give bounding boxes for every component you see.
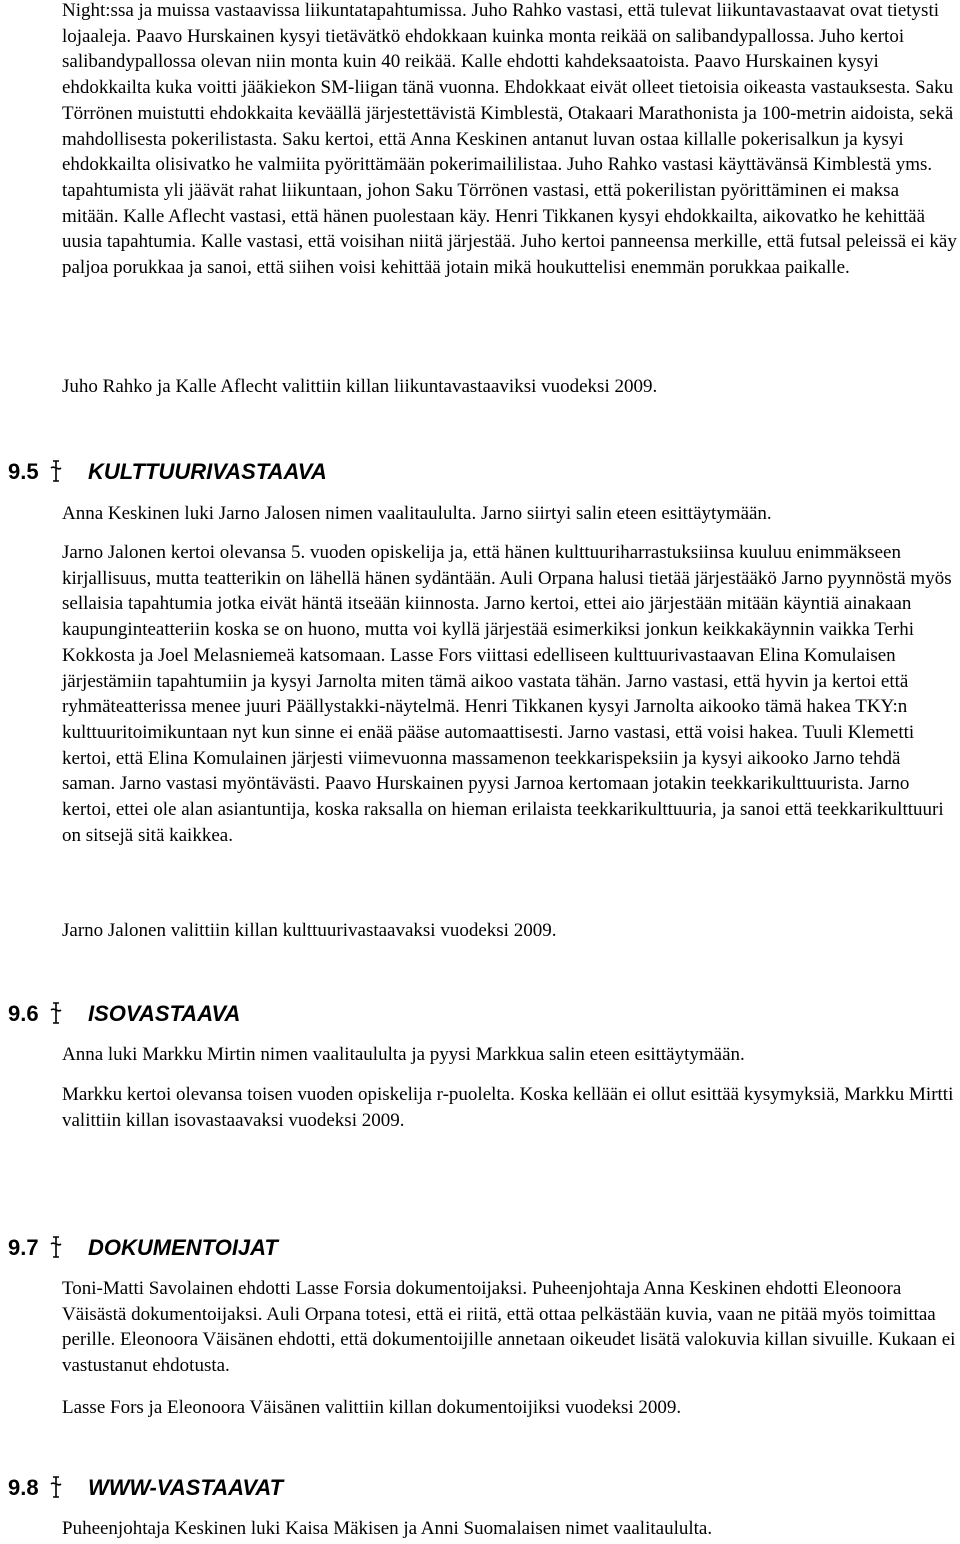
section-9-6 <box>8 998 958 1131</box>
section-paragraph: Markku kertoi olevansa toisen vuoden opiskelija r-puolelta. Koska kellään ei ollut esittää kysymyksiä, Markku Mirtti valittiin killan isovastaavaksi vuodeksi 2009. <box>62 1084 954 1131</box>
section-heading <box>8 1232 958 1264</box>
section-number: 9.5 <box>8 459 39 484</box>
section-decision: Jarno Jalonen valittiin killan kulttuurivastaavaksi vuodeksi 2009. <box>62 920 557 941</box>
section-heading <box>8 456 958 488</box>
section-paragraph: Puheenjohtaja Keskinen luki Kaisa Mäkisen ja Anni Suomalaisen nimet vaalitaululta. <box>62 1518 713 1539</box>
section-mark-icon <box>50 1236 62 1258</box>
section-paragraph: Toni-Matti Savolainen ehdotti Lasse Forsia dokumentoijaksi. Puheenjohtaja Anna Keskinen ehdotti Eleonoora Väisästä dokumentoijaksi. Auli Orpana totesi, että ei riitä, että ottaa pelkästään kuvia, vaan ne pitää myös toimittaa perille. Eleonoora Väisänen ehdotti, että dokumentoijille annetaan oikeudet lisätä valokuvia killan sivuille. Kukaan ei vastustanut ehdotusta. <box>62 1278 956 1377</box>
section-paragraph: Jarno Jalonen kertoi olevansa 5. vuoden opiskelija ja, että hänen kulttuuriharrastuksiinsa kuuluu enimmäkseen kirjallisuus, mutta teatterikin on lähellä hänen sydäntään. Auli Orpana halusi tietää järjestääkö Jarno pyynnöstä myös sellaisia tapahtumia jotka eivät häntä itseään kiinnosta. Jarno kertoi, ettei aio järjestään mitään käyntiä ainakaan kaupunginteatteriin koska se on huono, mutta voi kyllä järjestää esimerkiksi jonkun keikkakäynnin vaikka Terhi Kokkosta ja Joel Melasniemeä katsomaan. Lasse Fors viittasi edelliseen kulttuurivastaavan Elina Komulaisen järjestämiin tapahtumiin ja kysyi Jarnolta miten tämä aikoo vastata tähän. Jarno vastasi, että hyvin ja kertoi että ryhmäteatterissa menee juuri Päällystakki-näytelmä. Henri Tikkanen kysyi Jarnolta aikooko tämä hakea TKY:n kulttuuritoimikuntaan nyt kun sinne ei enää pääse automaattisesti. Jarno vastasi, että voisi hakea. Tuuli Klemetti kertoi, että Elina Komulainen järjesti viimevuonna massamenon teekkarispeksiin ja kysyi aikooko Jarno tehdä saman. Jarno vastasi myöntävästi. Paavo Hurskainen pyysi Jarnoa kertomaan jotakin teekkarikulttuurista. Jarno kertoi, ettei ole alan asiantuntija, koska raksalla on hieman erilaista teekkarikulttuuria, ja sanoi että teekkarikulttuuri on sitsejä sitä kaikkea. <box>62 542 952 846</box>
section-mark-icon <box>50 1002 62 1024</box>
section-paragraph: Anna luki Markku Mirtin nimen vaalitaululta ja pyysi Markkua salin eteen esittäytymään. <box>62 1044 745 1065</box>
section-9-8 <box>8 1472 958 1539</box>
section-title: KULTTUURIVASTAAVA <box>88 459 327 484</box>
section-mark-icon <box>50 460 62 482</box>
intro-paragraph: Night:ssa ja muissa vastaavissa liikuntatapahtumissa. Juho Rahko vastasi, että tulevat liikuntavastaavat ovat tietysti lojaaleja. Paavo Hurskainen kysyi tietävätkö ehdokkaan kuinka monta reikää on salibandypallossa. Juho kertoi salibandypallossa olevan niin monta kuin 40 reikää. Kalle ehdotti kahdeksaatoista. Paavo Hurskainen kysyi ehdokkailta kuka voitti jääkiekon SM-liigan tänä vuonna. Ehdokkaat eivät olleet tietoisia oikeasta vastauksesta. Saku Törrönen muistutti ehdokkaita keväällä järjestettävistä Kimblestä, Otakaari Marathonista ja 100-metrin aidoista, sekä mahdollisesta pokerilistasta. Saku kertoi, että Anna Keskinen antanut luvan ostaa killalle pokerisalkun ja kysyi ehdokkailta olisivatko he valmiita pyörittämään pokerimaililistaa. Juho Rahko vastasi käyttävänsä Kimblestä yms. tapahtumista yli jäävät rahat liikuntaan, johon Saku Törrönen vastasi, että pokerilistan pyörittäminen ei maksa mitään. Kalle Aflecht vastasi, että hänen puolestaan käy. Henri Tikkanen kysyi ehdokkailta, aikovatko he kehittää uusia tapahtumia. Kalle vastasi, että voisihan niitä järjestää. Juho kertoi panneensa merkille, että futsal peleissä ei käy paljoa porukkaa ja sanoi, että siihen voisi kehittää jotain mikä houkuttelisi enemmän porukkaa paikalle. <box>62 0 957 279</box>
section-heading <box>8 998 958 1030</box>
section-title: DOKUMENTOIJAT <box>88 1235 278 1260</box>
section-number: 9.8 <box>8 1475 39 1500</box>
section-number: 9.6 <box>8 1001 39 1026</box>
section-heading <box>8 1472 958 1504</box>
section-title: ISOVASTAAVA <box>88 1001 241 1026</box>
intro-decision: Juho Rahko ja Kalle Aflecht valittiin killan liikuntavastaaviksi vuodeksi 2009. <box>62 376 658 397</box>
section-title: WWW-VASTAAVAT <box>88 1475 284 1500</box>
section-9-7 <box>8 1232 958 1418</box>
section-paragraph: Anna Keskinen luki Jarno Jalosen nimen vaalitaululta. Jarno siirtyi salin eteen esittäytymään. <box>62 503 772 524</box>
section-decision: Lasse Fors ja Eleonoora Väisänen valittiin killan dokumentoijiksi vuodeksi 2009. <box>62 1397 682 1418</box>
section-mark-icon <box>50 1476 62 1498</box>
section-9-5 <box>8 456 958 941</box>
section-number: 9.7 <box>8 1235 39 1260</box>
